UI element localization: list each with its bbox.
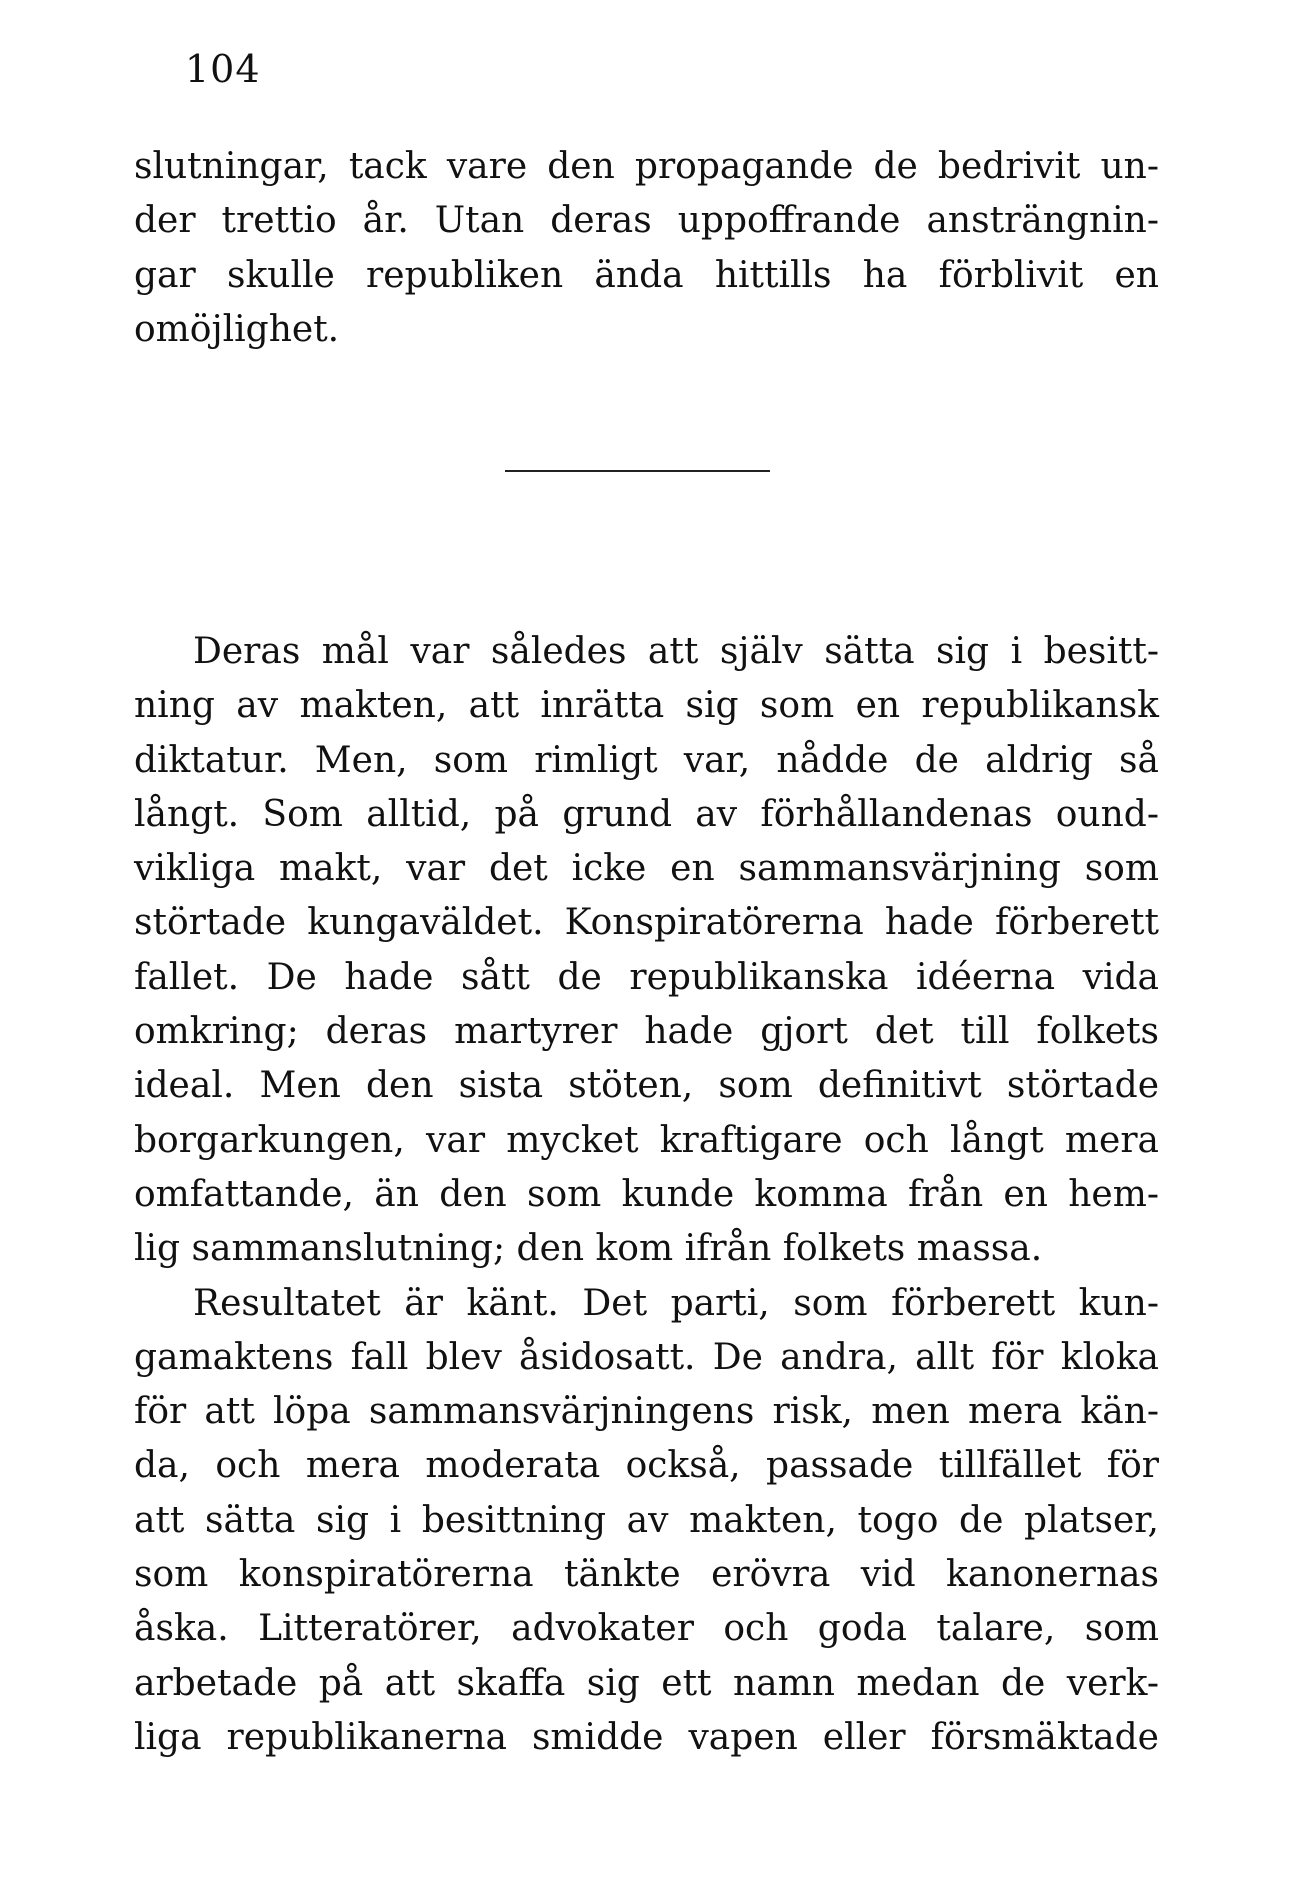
text-line: borgarkungen, var mycket kraftigare och långt mera	[134, 1119, 1159, 1161]
section-divider	[505, 470, 770, 472]
text-line: som konspiratörerna tänkte erövra vid kanonernas	[134, 1554, 1159, 1596]
text-line: fallet. De hade sått de republikanska idéerna vida	[134, 956, 1159, 998]
text-line: gamaktens fall blev åsidosatt. De andra, allt för kloka	[134, 1336, 1159, 1378]
text-line: slutningar, tack vare den propagande de bedrivit un-	[134, 146, 1159, 187]
text-line: åska. Litteratörer, advokater och goda talare, som	[134, 1608, 1159, 1650]
text-line: omöjlighet.	[134, 308, 340, 350]
text-line: långt. Som alltid, på grund av förhållandenas ound-	[134, 793, 1159, 835]
text-line: vikliga makt, var det icke en sammansvärjning som	[134, 848, 1159, 890]
text-line: arbetade på att skaffa sig ett namn medan de verk-	[134, 1662, 1159, 1704]
text-line: omkring; deras martyrer hade gjort det till folkets	[134, 1011, 1159, 1053]
text-line: diktatur. Men, som rimligt var, nådde de aldrig så	[134, 739, 1159, 781]
text-line: Deras mål var således att själv sätta sig i besitt-	[193, 631, 1159, 672]
text-line: der trettio år. Utan deras uppoffrande ansträngnin-	[134, 200, 1159, 242]
page-number: 104	[185, 47, 261, 91]
text-line: liga republikanerna smidde vapen eller försmäktade	[134, 1716, 1159, 1758]
text-line: störtade kungaväldet. Konspiratörerna hade förberett	[134, 902, 1159, 944]
paragraph-main	[134, 625, 1159, 1765]
text-line: gar skulle republiken ända hittills ha förblivit en	[134, 254, 1159, 296]
text-line: ning av makten, att inrätta sig som en republikansk	[134, 685, 1159, 727]
text-line: lig sammanslutning; den kom ifrån folkets massa.	[134, 1228, 1043, 1270]
text-line: att sätta sig i besittning av makten, togo de platser,	[134, 1499, 1159, 1541]
paragraph-continuation	[134, 140, 1159, 357]
text-line: da, och mera moderata också, passade tillfället för	[134, 1445, 1159, 1487]
text-line: omfattande, än den som kunde komma från en hem-	[134, 1173, 1159, 1215]
text-line: ideal. Men den sista stöten, som definitivt störtade	[134, 1065, 1159, 1107]
text-line: Resultatet är känt. Det parti, som förberett kun-	[193, 1282, 1159, 1324]
text-line: för att löpa sammansvärjningens risk, men mera kän-	[134, 1391, 1159, 1433]
